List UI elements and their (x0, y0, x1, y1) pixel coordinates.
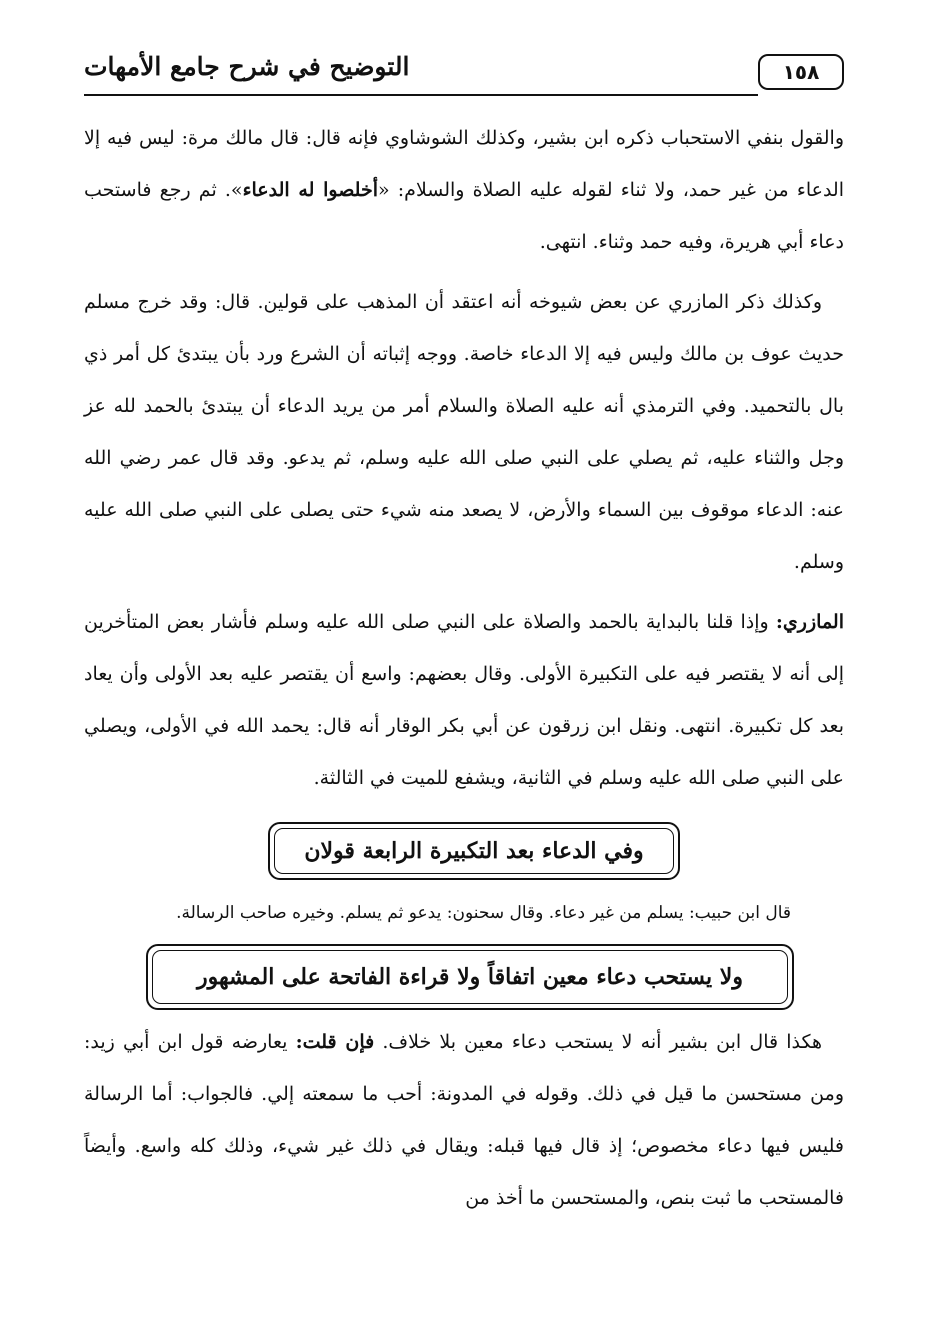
running-title: التوضيح في شرح جامع الأمهات (84, 52, 410, 81)
note-line: قال ابن حبيب: يسلم من غير دعاء. وقال سحنون: يدعو ثم يسلم. وخيره صاحب الرسالة. (176, 903, 791, 923)
page-header (84, 50, 844, 96)
paragraph-4-text: هكذا قال ابن بشير أنه لا يستحب دعاء معين بلا خلاف. (374, 1031, 822, 1053)
paragraph-3-text: وإذا قلنا بالبداية بالحمد والصلاة على النبي صلى الله عليه وسلم فأشار بعض المتأخرين إلى أنه لا يقتصر فيه على التكبيرة الأولى. وقال بعضهم: واسع أن يقتصر عليه بعد الأولى وأن يعاد بعد كل تكبيرة. انتهى. ونقل ابن زرقون عن أبي بكر الوقار أنه قال: يحمد الله في الأولى، ويصلي على النبي صلى الله عليه وسلم في الثانية، ويشفع للميت في الثالثة. (84, 611, 844, 789)
section-heading-2-text: ولا يستحب دعاء معين اتفاقاً ولا قراءة الفاتحة على المشهور (197, 964, 743, 990)
paragraph-4 (84, 1016, 844, 1224)
header-divider (84, 94, 758, 96)
paragraph-2-text: وكذلك ذكر المازري عن بعض شيوخه أنه اعتقد أن المذهب على قولين. قال: وقد خرج مسلم حديث عوف بن مالك وليس فيه إلا الدعاء خاصة. ووجه إثباته أن الشرع ورد بأن يبتدئ كل أمر ذي بال بالتحميد. وفي الترمذي أنه عليه الصلاة والسلام أمر من يريد الدعاء أن يبتدئ بالحمد لله عز وجل والثناء عليه، ثم يصلي على النبي صلى الله عليه وسلم، ثم يدعو. وقد قال عمر رضي الله عنه: الدعاء موقوف بين السماء والأرض، لا يصعد منه شيء حتى يصلى على النبي صلى الله عليه وسلم. (84, 291, 844, 573)
paragraph-1 (84, 112, 844, 268)
section-heading-1 (268, 822, 680, 880)
section-heading-2 (146, 944, 794, 1010)
objection-lead: فإن قلت: (295, 1031, 375, 1053)
page-number: ١٥٨ (758, 54, 844, 90)
author-lead-maziri: المازري: (775, 611, 844, 633)
section-heading-1-text: وفي الدعاء بعد التكبيرة الرابعة قولان (304, 838, 644, 864)
paragraph-1-text: والقول بنفي الاستحباب ذكره ابن بشير، وكذلك الشوشاوي فإنه قال: قال مالك مرة: ليس فيه إلا الدعاء من غير حمد، ولا ثناء لقوله عليه الصلاة والسلام: « (84, 127, 844, 201)
hadith-quote: أخلصوا له الدعاء (242, 179, 378, 201)
paragraph-2 (84, 276, 844, 588)
paragraph-3 (84, 596, 844, 804)
paragraph-1-tail: ». ثم رجع فاستحب دعاء أبي هريرة، وفيه حمد وثناء. انتهى. (84, 179, 844, 253)
paragraph-4-tail: يعارضه قول ابن أبي زيد: ومن مستحسن ما قيل في ذلك. وقوله في المدونة: أحب ما سمعته إلي. فالجواب: أما الرسالة فليس فيها دعاء مخصوص؛ إذ قال فيها قبله: ويقال في ذلك غير شيء، وذلك كله واسع. وأيضاً فالمستحب ما ثبت بنص، والمستحسن ما أخذ من (84, 1031, 844, 1209)
